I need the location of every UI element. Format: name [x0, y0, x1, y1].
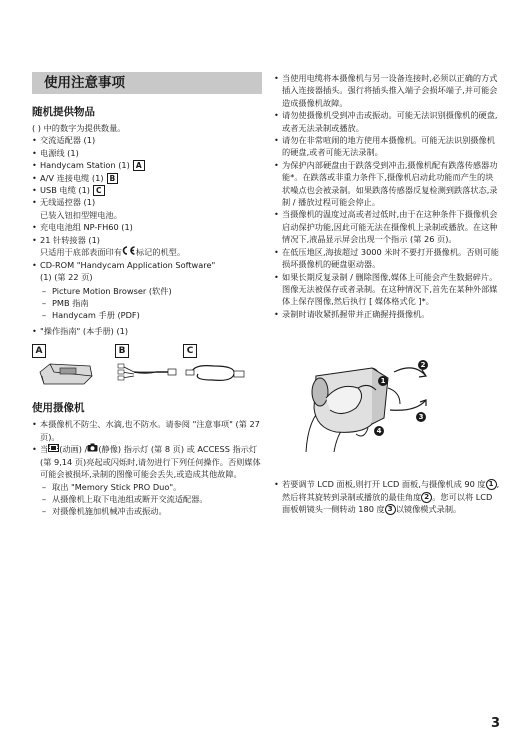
item-tag: B [107, 173, 119, 184]
label-a: A [32, 344, 46, 358]
accessories-illustration [32, 344, 262, 392]
supplied-items-heading: 随机提供物品 [32, 106, 95, 118]
usb-cable-icon [184, 358, 248, 388]
list-item: • USB 电缆 (1) C [32, 184, 262, 196]
camcorder-illustration [274, 348, 500, 458]
list-item: • 21 针转接器 (1) 只适用于底部表面印有 标记的机型。 [32, 234, 262, 259]
right-column [274, 72, 500, 515]
supplied-items-list [32, 134, 262, 337]
label-c: C [183, 344, 197, 358]
item-tag: A [133, 160, 145, 171]
ce-mark-icon [122, 246, 136, 258]
page-number: 3 [490, 716, 500, 731]
list-item: • 交流适配器 (1) [32, 134, 262, 146]
supplied-intro: ( ) 中的数字为提供数量。 [32, 123, 126, 133]
list-item: • 在低压地区,海拔超过 3000 米时不要打开摄像机。否则可能损坏摄像机的硬盘驱动器。 [274, 246, 500, 271]
list-item: • 为保护内部硬盘由于跌落受到冲击,摄像机配有跌落传感器功能*。在跌落或非重力条件下,摄像机启动此功能而产生的块状噪点也会被录制。如果跌落传感器反复检测到跌落状态,录制 / 播放过程可能会停止。 [274, 159, 500, 209]
list-item: • 电源线 (1) [32, 147, 262, 159]
camera-icon [87, 443, 98, 455]
step-3-badge: 3 [385, 504, 396, 515]
list-item: • 如果长期反复录制 / 删除图像,媒体上可能会产生数据碎片。图像无法被保存或者录制。在这种情况下,首先在某种外部媒体上保存图像,然后执行 [ 媒体格式化 ]*。 [274, 271, 500, 308]
callout-1: 1 [378, 376, 388, 386]
step-1-badge: 1 [486, 479, 497, 490]
left-column [32, 72, 262, 518]
warning-sub-item: – 取出 "Memory Stick PRO Duo"。 [40, 481, 262, 493]
list-item: • 充电电池组 NP-FH60 (1) [32, 221, 262, 233]
list-item: • Handycam Station (1) A [32, 159, 262, 171]
cd-sub-item: – Handycam 手册 (PDF) [40, 309, 262, 321]
warning-sub-item: – 从摄像机上取下电池组或断开交流适配器。 [40, 493, 262, 505]
list-item: • 本摄像机不防尘、水滴,也不防水。请参阅 "注意事项" (第 27 页)。 [32, 418, 262, 443]
callout-4: 4 [374, 426, 384, 436]
list-item: • 请勿使摄像机受到冲击或振动。可能无法识别摄像机的硬盘,或者无法录制或播放。 [274, 109, 500, 134]
cd-sub-item: – PMB 指南 [40, 297, 262, 309]
list-item: • 当 (动画) / (静像) 指示灯 (第 8 页) 或 ACCESS 指示灯(第 9,14 页)亮起或闪烁时,请勿进行下列任何操作。否则媒体可能会被损坏,录制的图像可能会丢失,或造成其他故障。 – 取出 "Memory Stick PRO Duo"。 – 从摄像机上取下电池组或断开交流适配器。 – 对摄像机施加机械冲击或振动。 [32, 443, 262, 518]
list-item: • "操作指南" (本手册) (1) [32, 325, 262, 337]
cd-sub-item: – Picture Motion Browser (软件) [40, 285, 262, 297]
handycam-station-icon [36, 358, 96, 388]
list-item: • CD-ROM "Handycam Application Software" (1) (第 22 页) – Picture Motion Browser (软件) – PMB 指南 – Handycam 手册 (PDF) [32, 259, 262, 322]
step-2-badge: 2 [421, 492, 432, 503]
using-camera-heading: 使用摄像机 [32, 402, 85, 415]
list-item: • 无线遥控器 (1) 已装入钮扣型锂电池。 [32, 196, 262, 221]
list-item: • A/V 连接电缆 (1) B [32, 172, 262, 184]
list-item: • 录制时请收紧抓握带并正确握持摄像机。 [274, 308, 500, 320]
section-title: 使用注意事项 [32, 72, 262, 94]
list-item: • 当使用电缆将本摄像机与另一设备连接时,必须以正确的方式插入连接器插头。强行将插头推入端子会损坏端子,并可能会造成摄像机故障。 [274, 72, 500, 109]
item-tag: C [93, 185, 105, 196]
movie-icon [48, 443, 59, 455]
label-b: B [115, 344, 129, 358]
warning-sub-item: – 对摄像机施加机械冲击或振动。 [40, 505, 262, 517]
callout-2: 2 [418, 360, 428, 370]
list-item: • 若要调节 LCD 面板,则打开 LCD 面板,与摄像机成 90 度 1 ,然后将其旋转到录制或播放的最佳角度 2 。您可以将 LCD 面板朝镜头一侧转动 180 度 3 以镜像模式录制。 [274, 478, 500, 515]
list-item: • 请勿在非常喧闹的地方使用本摄像机。可能无法识别摄像机的硬盘,或者可能无法录制。 [274, 134, 500, 159]
av-cable-icon [116, 358, 178, 388]
list-item: • 当摄像机的温度过高或者过低时,由于在这种条件下摄像机会启动保护功能,因此可能无法在摄像机上录制或播放。在这种情况下,液晶显示屏会出现一个指示 (第 26 页)。 [274, 208, 500, 245]
callout-3: 3 [416, 412, 426, 422]
